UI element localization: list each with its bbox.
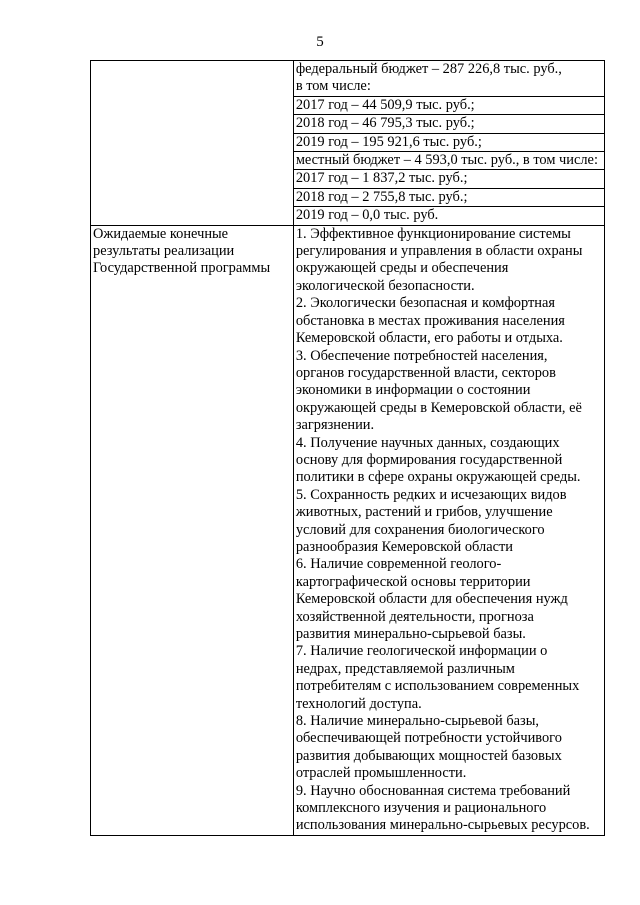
result-item-line: 2. Экологически безопасная и комфортная [295,295,555,312]
result-item [296,783,602,835]
result-item-line: 4. Получение научных данных, создающих [295,434,560,451]
result-item-line: комплексного изучения и рационального [295,800,547,817]
result-item [296,487,602,557]
result-item-line: развития добывающих мощностей базовых [295,747,562,764]
result-item [296,348,602,435]
result-item-line: разнообразия Кемеровской области [295,538,513,555]
result-item-line: отраслей промышленности. [295,765,467,782]
result-item-line: загрязнении. [295,417,375,434]
local-year-2019: 2019 год – 0,0 тыс. руб. [294,206,604,224]
local-year-2017: 2017 год – 1 837,2 тыс. руб.; [294,169,604,187]
passport-table [90,60,605,836]
result-item-line: окружающей среды в Кемеровской области, её [295,399,582,416]
result-item-line: Кемеровской области, его работы и отдыха. [295,330,563,347]
results-label-line: Государственной программы [93,260,271,277]
funding-cell [293,61,604,226]
result-item-line: животных, растений и грибов, улучшение [295,504,553,521]
result-item-line: экологической безопасности. [295,277,475,294]
result-item-line: 7. Наличие геологической информации о [295,643,548,660]
result-item-line: обеспечивающей потребности устойчивого [295,730,562,747]
results-label-cell [91,225,294,835]
result-item-line: потребителям с использованием современных [295,678,580,695]
result-item-line: окружающей среды и обеспечения [295,260,509,277]
result-item-line: 8. Наличие минерально-сырьевой базы, [295,713,540,730]
result-item-line: 9. Научно обоснованная система требований [295,782,571,799]
page-number: 5 [316,34,324,50]
federal-year-2017: 2017 год – 44 509,9 тыс. руб.; [294,96,604,114]
result-item-line: органов государственной власти, секторов [295,364,556,381]
result-item-line: недрах, представляемой различным [295,660,515,677]
local-budget-total: местный бюджет – 4 593,0 тыс. руб., в том числе: [294,151,604,169]
local-year-2018: 2018 год – 2 755,8 тыс. руб.; [294,188,604,206]
result-item-line: 1. Эффективное функционирование системы [295,225,571,242]
result-item-line: регулирования и управления в области охраны [295,243,583,260]
result-item [296,643,602,713]
result-item-line: Кемеровской области для обеспечения нужд [295,591,568,608]
result-item-line: использования минерально-сырьевых ресурсов. [295,817,590,834]
federal-budget-incl: в том числе: [295,78,371,95]
results-label-line: Ожидаемые конечные [93,225,229,242]
result-item-line: обстановка в местах проживания населения [295,312,565,329]
federal-year-2018: 2018 год – 46 795,3 тыс. руб.; [294,114,604,132]
result-item-line: хозяйственной деятельности, прогноза [295,608,534,625]
federal-budget-total: федеральный бюджет – 287 226,8 тыс. руб., [295,61,562,77]
result-item [296,295,602,347]
result-item-line: экономики в информации о состоянии [295,382,531,399]
result-item [296,713,602,783]
result-item [296,435,602,487]
result-item-line: 6. Наличие современной геолого- [295,556,502,573]
federal-year-2019: 2019 год – 195 921,6 тыс. руб.; [294,133,604,151]
result-item-line: 3. Обеспечение потребностей населения, [295,347,548,364]
result-item-line: развития минерально-сырьевой базы. [295,626,526,642]
result-item-line: картографической основы территории [295,573,531,590]
result-item-line: политики в сфере охраны окружающей среды. [295,469,581,486]
funding-label-cell [91,61,294,226]
result-item [296,226,602,296]
result-item-line: технологий доступа. [295,695,422,712]
result-item-line: 5. Сохранность редких и исчезающих видов [295,486,567,503]
table-row-results [91,225,605,835]
results-cell [293,225,604,835]
results-label-line: результаты реализации [93,243,235,260]
result-item-line: условий для сохранения биологического [295,521,545,538]
result-item [296,556,602,643]
result-item-line: основу для формирования государственной [295,451,563,468]
table-row-funding [91,61,605,226]
